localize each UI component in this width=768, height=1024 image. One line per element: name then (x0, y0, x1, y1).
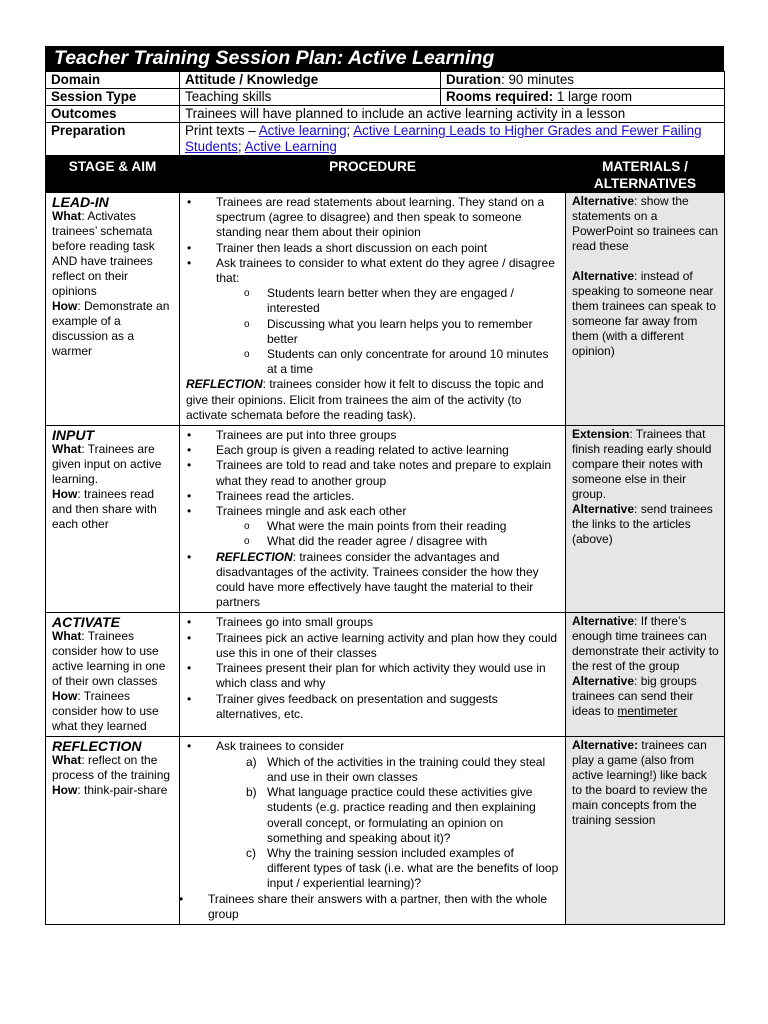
stage-how (52, 487, 175, 532)
extension-note (572, 427, 720, 502)
alternative-label: Alternative (572, 269, 635, 283)
alternative-note (572, 194, 720, 254)
how-text: : Trainees consider how to use what they learned (52, 689, 159, 734)
stage-how (52, 783, 175, 798)
stage-row-reflection (46, 737, 725, 924)
stage-what (52, 442, 175, 487)
list-item (186, 739, 559, 891)
sub-list-item: o Students can only concentrate for around 10 minutes at a time (216, 347, 559, 377)
duration-value: : 90 minutes (501, 72, 574, 87)
session-type-label: Session Type (46, 89, 180, 106)
alternative-note (572, 674, 720, 719)
mentimeter-link[interactable]: mentimeter (617, 704, 678, 719)
stage-name: INPUT (52, 427, 94, 444)
sub-list-item: o What were the main points from their reading (216, 519, 559, 534)
session-plan-document (45, 46, 724, 925)
question-item (216, 755, 559, 785)
sub-list-item: o Students learn better when they are engaged / interested (216, 286, 559, 316)
procedure-list (186, 428, 559, 610)
alternative-text: : big groups trainees can send their ideas to (572, 674, 697, 719)
session-type-value: Teaching skills (180, 89, 441, 106)
stage-how (52, 299, 175, 359)
alternative-text: : instead of speaking to someone near them trainees can speak to someone far away from them (with a different opinion) (572, 269, 717, 358)
question-item (216, 846, 559, 892)
extension-text: : Trainees that finish reading early should compare their notes with someone else in their group. (572, 427, 712, 502)
list-item-text: Ask trainees to consider (216, 739, 345, 754)
how-label: How (52, 299, 78, 313)
how-label: How (52, 783, 78, 798)
procedure-list (186, 615, 559, 721)
procedure-header-row (46, 157, 725, 193)
procedure-list (186, 739, 559, 891)
procedure-list (186, 195, 559, 377)
sub-list (216, 286, 559, 377)
outcomes-value: Trainees will have planned to include an active learning activity in a lesson (180, 106, 725, 123)
question-list (216, 755, 559, 892)
preparation-value (180, 123, 725, 156)
preparation-row (46, 123, 725, 156)
stage-how (52, 689, 175, 734)
procedure-table (45, 156, 725, 925)
alternative-label: Alternative (572, 674, 635, 689)
procedure-cell-activate (180, 613, 566, 737)
alternative-note (572, 269, 720, 359)
alternative-text: trainees can play a game (also from active learning!) like back to the board to review the main concepts from the training session (572, 738, 708, 828)
reflection-label: REFLECTION (186, 377, 263, 392)
list-item: • Trainees are read statements about learning. They stand on a spectrum (agree to disagree) and then speak to someone standing near them about their opinion (186, 195, 559, 241)
how-label: How (52, 487, 78, 502)
alternative-label: Alternative: (572, 738, 639, 753)
procedure-cell-input (180, 426, 566, 613)
what-text: : Trainees consider how to use active learning in one of their own classes (52, 629, 166, 689)
sub-list (216, 519, 559, 549)
materials-cell-input (566, 426, 725, 613)
stage-cell-reflection (46, 737, 180, 924)
stage-row-input (46, 426, 725, 613)
how-text: : trainees read and then share with each other (52, 487, 157, 532)
question-marker: c) (246, 845, 256, 860)
link-active-learning[interactable]: Active learning (258, 123, 347, 138)
how-text: : think-pair-share (77, 783, 168, 798)
list-item (186, 504, 559, 550)
question-marker: a) (246, 754, 257, 769)
list-item-text: Ask trainees to consider to what extent do they agree / disagree that: (216, 255, 555, 286)
header-materials-line1: MATERIALS / (602, 159, 688, 174)
sub-list-item: o Discussing what you learn helps you to remember better (216, 317, 559, 347)
domain-label: Domain (46, 72, 180, 89)
outcomes-label: Outcomes (46, 106, 180, 123)
alternative-label: Alternative (572, 502, 635, 517)
stage-name: ACTIVATE (52, 614, 120, 631)
link-active-learning-2[interactable]: Active Learning (244, 139, 337, 154)
list-item: • Trainees pick an active learning activity and plan how they could use this in one of their classes (186, 631, 559, 661)
stage-name: LEAD-IN (52, 194, 109, 210)
stage-row-leadin (46, 193, 725, 426)
reflection-note (186, 377, 559, 423)
sub-list-item: o What did the reader agree / disagree with (216, 534, 559, 549)
alternative-text: : show the statements on a PowerPoint so trainees can read these (572, 194, 719, 253)
how-text: : Demonstrate an example of a discussion as a warmer (52, 299, 170, 358)
alternative-label: Alternative (572, 614, 635, 629)
what-text: : reflect on the process of the training (52, 753, 171, 783)
reflection-text: : trainees consider the advantages and disadvantages of the activity. Trainees consider the how they could have more effectively have taught the material to their partners (216, 549, 539, 610)
list-item: • Trainer gives feedback on presentation and suggests alternatives, etc. (186, 692, 559, 722)
header-stage-aim: STAGE & AIM (46, 157, 180, 193)
question-text: Which of the activities in the training could they steal and use in their own classes (267, 754, 546, 784)
question-item (216, 785, 559, 846)
duration-cell (441, 72, 725, 89)
session-type-row (46, 89, 725, 106)
preparation-label: Preparation (46, 123, 180, 156)
list-item: • Each group is given a reading related to active learning (186, 443, 559, 458)
link-higher-grades-article[interactable]: Active Learning Leads to Higher Grades and Fewer Failing Students (185, 123, 702, 154)
duration-label: Duration (446, 72, 502, 87)
question-marker: b) (246, 785, 257, 800)
materials-cell-activate (566, 613, 725, 737)
procedure-cell-reflection (180, 737, 566, 924)
how-label: How (52, 689, 78, 704)
list-item: • Trainees share their answers with a partner, then with the whole group (178, 892, 559, 922)
outcomes-row (46, 106, 725, 123)
question-text: What language practice could these activities give students (e.g. practice reading and then explaining overall concept, or formulating an opinion on something and speaking about it)? (267, 785, 536, 845)
what-label: What (52, 209, 82, 223)
reflection-label: REFLECTION (216, 549, 293, 564)
prep-prefix: Print texts – (185, 123, 259, 138)
alternative-text: : If there’s enough time trainees can demonstrate their activity to the rest of the group (572, 614, 719, 674)
stage-what (52, 753, 175, 783)
list-item: • Trainer then leads a short discussion on each point (186, 241, 559, 256)
what-label: What (52, 442, 82, 457)
list-item: • Trainees read the articles. (186, 489, 559, 504)
alternative-text: : send trainees the links to the articles (above) (572, 502, 713, 547)
stage-row-activate (46, 613, 725, 737)
document-title: Teacher Training Session Plan: Active Learning (45, 46, 724, 71)
procedure-list (178, 892, 559, 922)
domain-row (46, 72, 725, 89)
list-item (186, 256, 559, 378)
list-item: • Trainees go into small groups (186, 615, 559, 630)
header-materials-line2: ALTERNATIVES (593, 176, 697, 191)
what-text: : Activates trainees’ schemata before reading task AND have trainees reflect on their opinions (52, 209, 155, 298)
list-item: • Trainees are put into three groups (186, 428, 559, 443)
header-procedure: PROCEDURE (180, 157, 566, 193)
list-item-text: Trainees mingle and ask each other (216, 504, 407, 519)
list-item: • Trainees are told to read and take notes and prepare to explain what they read to another group (186, 458, 559, 488)
rooms-cell (441, 89, 725, 106)
stage-cell-leadin (46, 193, 180, 426)
rooms-label: Rooms required: (446, 89, 554, 104)
stage-cell-input (46, 426, 180, 613)
alternative-label: Alternative (572, 194, 635, 208)
spacer (572, 254, 720, 269)
stage-what (52, 209, 175, 299)
what-label: What (52, 753, 82, 768)
prep-separator: ; (237, 139, 245, 154)
alternative-note (572, 502, 720, 547)
rooms-value: 1 large room (553, 89, 633, 104)
alternative-note (572, 738, 720, 828)
procedure-cell-leadin (180, 193, 566, 426)
stage-name: REFLECTION (52, 738, 142, 755)
session-meta-table (45, 71, 725, 156)
prep-separator: ; (346, 123, 354, 138)
stage-cell-activate (46, 613, 180, 737)
stage-what (52, 629, 175, 689)
reflection-text: : trainees consider how it felt to discuss the topic and give their opinions. Elicit from trainees the aim of the activity (to activate schemata before the reading task). (186, 377, 544, 422)
header-materials (566, 157, 725, 193)
question-text: Why the training session included examples of different types of task (i.e. what are the benefits of loop input / experiential learning)? (267, 845, 559, 891)
materials-cell-reflection (566, 737, 725, 924)
what-text: : Trainees are given input on active learning. (52, 442, 162, 487)
what-label: What (52, 629, 82, 644)
domain-value: Attitude / Knowledge (180, 72, 441, 89)
list-item: • Trainees present their plan for which activity they would use in which class and why (186, 661, 559, 691)
alternative-note (572, 614, 720, 674)
extension-label: Extension (572, 427, 630, 442)
materials-cell-leadin (566, 193, 725, 426)
list-item (186, 550, 559, 611)
